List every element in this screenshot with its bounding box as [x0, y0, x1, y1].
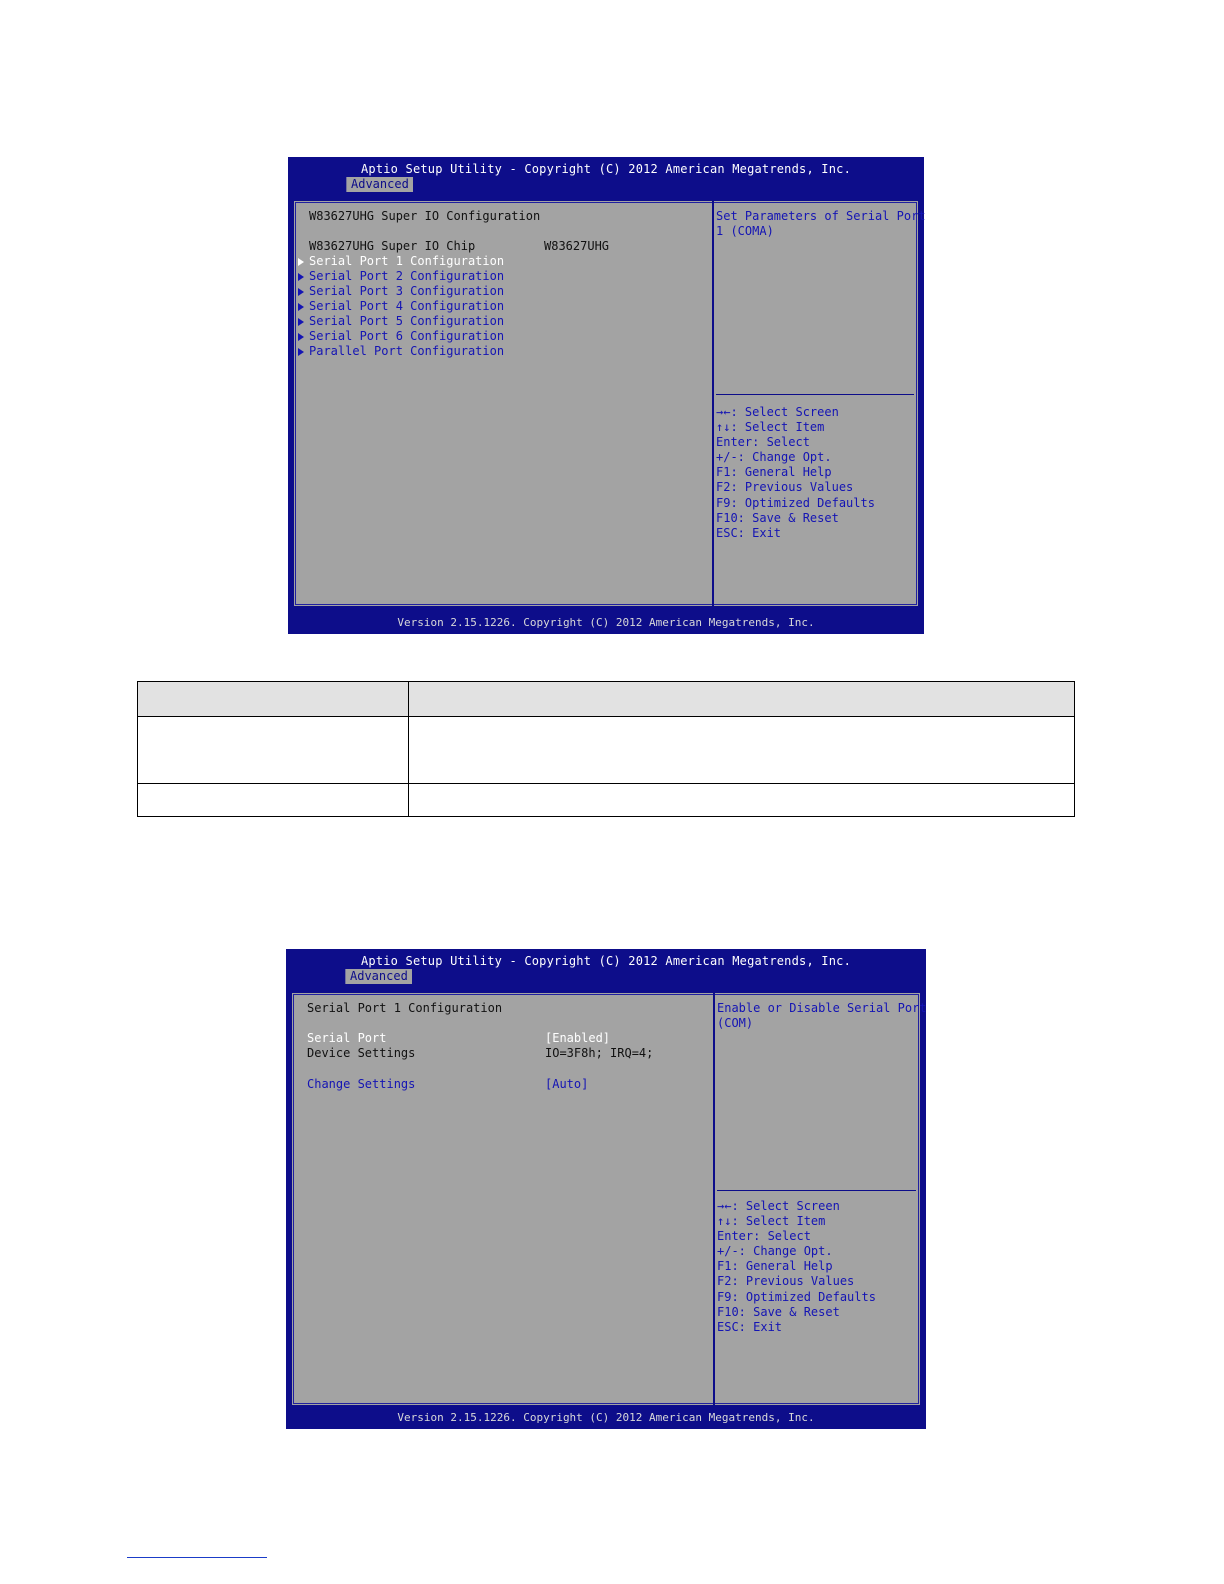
- page-heading: Serial Port 1 Configuration: [307, 1001, 503, 1015]
- key-hint-select-item: ↑↓: Select Item: [716, 420, 825, 434]
- table-header-cell: [138, 682, 409, 717]
- table-cell: [138, 784, 409, 817]
- bios-screen-superio: [288, 157, 924, 634]
- submenu-label: Serial Port 5 Configuration: [309, 314, 505, 328]
- key-hint-enter: Enter: Select: [717, 1229, 811, 1243]
- table-header-cell: [409, 682, 1075, 717]
- bios-main-panel: [290, 991, 927, 1407]
- option-value: [Enabled]: [545, 1031, 611, 1045]
- tab-advanced[interactable]: Advanced: [345, 969, 412, 984]
- panel-divider: [713, 993, 715, 1405]
- option-label: Change Settings: [307, 1077, 416, 1091]
- key-hint-esc: ESC: Exit: [716, 526, 782, 540]
- submenu-label: Serial Port 3 Configuration: [309, 284, 505, 298]
- key-hint-select-screen: →←: Select Screen: [716, 405, 839, 419]
- submenu-label: Serial Port 4 Configuration: [309, 299, 505, 313]
- key-hint-f2: F2: Previous Values: [716, 480, 854, 494]
- table-row: [138, 784, 1075, 817]
- option-label: Serial Port: [307, 1031, 387, 1045]
- submenu-arrow-icon: [298, 348, 304, 356]
- submenu-label: Parallel Port Configuration: [309, 344, 505, 358]
- help-separator: [716, 394, 914, 395]
- bios-title: Aptio Setup Utility - Copyright (C) 2012 American Megatrends, Inc.: [360, 162, 852, 176]
- submenu-arrow-icon: [298, 258, 304, 266]
- table-cell: [138, 717, 409, 784]
- help-separator: [717, 1190, 916, 1191]
- key-hint-esc: ESC: Exit: [717, 1320, 783, 1334]
- key-hint-f1: F1: General Help: [717, 1259, 833, 1273]
- key-hint-select-item: ↑↓: Select Item: [717, 1214, 826, 1228]
- submenu-label: Serial Port 6 Configuration: [309, 329, 505, 343]
- chip-label: W83627UHG Super IO Chip: [309, 239, 476, 253]
- bios-title: Aptio Setup Utility - Copyright (C) 2012 American Megatrends, Inc.: [360, 954, 852, 968]
- key-hint-select-screen: →←: Select Screen: [717, 1199, 840, 1213]
- submenu-arrow-icon: [298, 273, 304, 281]
- tab-advanced[interactable]: Advanced: [346, 177, 413, 192]
- page-heading: W83627UHG Super IO Configuration: [309, 209, 541, 223]
- key-hint-f9: F9: Optimized Defaults: [716, 496, 875, 510]
- panel-divider: [712, 201, 714, 606]
- table-cell: [409, 717, 1075, 784]
- key-hint-change-opt: +/-: Change Opt.: [716, 450, 832, 464]
- footnote-rule: [127, 1557, 267, 1558]
- option-value: [Auto]: [545, 1077, 589, 1091]
- chip-value: W83627UHG: [544, 239, 610, 253]
- key-hint-f10: F10: Save & Reset: [716, 511, 839, 525]
- key-hint-f9: F9: Optimized Defaults: [717, 1290, 876, 1304]
- key-hint-enter: Enter: Select: [716, 435, 810, 449]
- help-text-line: Enable or Disable Serial Port: [717, 1001, 927, 1015]
- bios-main-panel: [292, 199, 926, 608]
- table-header-row: [138, 682, 1075, 717]
- submenu-label: Serial Port 1 Configuration: [309, 254, 505, 268]
- device-settings-value: IO=3F8h; IRQ=4;: [545, 1046, 654, 1060]
- bios-footer: Version 2.15.1226. Copyright (C) 2012 American Megatrends, Inc.: [397, 1410, 815, 1424]
- submenu-arrow-icon: [298, 303, 304, 311]
- submenu-label: Serial Port 2 Configuration: [309, 269, 505, 283]
- device-settings-label: Device Settings: [307, 1046, 416, 1060]
- bios-footer: Version 2.15.1226. Copyright (C) 2012 American Megatrends, Inc.: [397, 615, 815, 629]
- help-text-line: (COM): [717, 1016, 754, 1030]
- table-row: [138, 717, 1075, 784]
- key-hint-change-opt: +/-: Change Opt.: [717, 1244, 833, 1258]
- table-cell: [409, 784, 1075, 817]
- key-hint-f1: F1: General Help: [716, 465, 832, 479]
- key-hint-f2: F2: Previous Values: [717, 1274, 855, 1288]
- submenu-arrow-icon: [298, 333, 304, 341]
- options-table: [137, 681, 1075, 817]
- help-text-line: 1 (COMA): [716, 224, 774, 238]
- key-hint-f10: F10: Save & Reset: [717, 1305, 840, 1319]
- submenu-arrow-icon: [298, 288, 304, 296]
- help-text-line: Set Parameters of Serial Port: [716, 209, 926, 223]
- bios-screen-serial-port-1: [286, 949, 926, 1429]
- submenu-arrow-icon: [298, 318, 304, 326]
